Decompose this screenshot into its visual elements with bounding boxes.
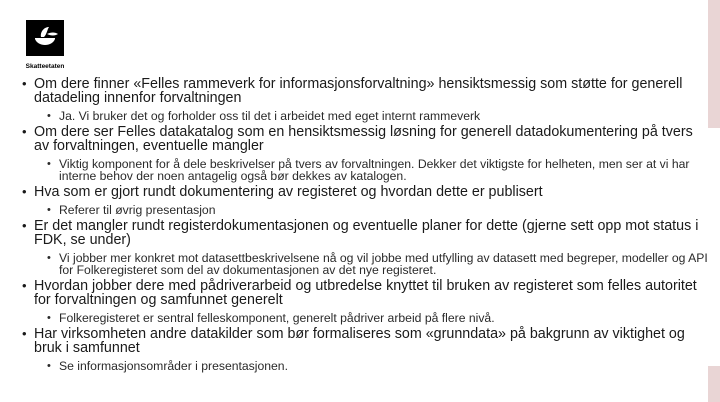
- bullet-list: [22, 77, 708, 375]
- decorative-side-bar-top: [708, 0, 720, 128]
- bullet-item: • Hva som er gjort rundt dokumentering av registeret og hvordan dette er publisert: [22, 185, 708, 199]
- sub-bullet-item: • Se informasjonsområder i presentasjonen.: [47, 360, 708, 372]
- bullet-item: • Om dere finner «Felles rammeverk for informasjonsforvaltning» hensiktsmessig som støtte for generell datadeling innenfor forvaltningen: [22, 77, 708, 105]
- bullet-item: • Om dere ser Felles datakatalog som en hensiktsmessig løsning for generell datadokumentering på tvers av forvaltningen, eventuelle mangler: [22, 125, 708, 153]
- bullet-item: • Hvordan jobber dere med pådriverarbeid og utbredelse knyttet til bruken av registeret som felles autoritet for forvaltningen og samfunnet generelt: [22, 279, 708, 307]
- organization-logo: [22, 20, 68, 70]
- sub-bullet-item: • Ja. Vi bruker det og forholder oss til det i arbeidet med eget internt rammeverk: [47, 110, 708, 122]
- sub-bullet-item: • Viktig komponent for å dele beskrivelser på tvers av forvaltningen. Dekker det viktigste for helheten, men ser at vi har interne behov der noen antagelig også bør dekkes av katalogen.: [47, 158, 708, 182]
- logo-label: Skatteetaten: [25, 63, 65, 70]
- sub-bullet-item: • Referer til øvrig presentasjon: [47, 204, 708, 216]
- bullet-item: • Er det mangler rundt registerdokumentasjonen og eventuelle planer for dette (gjerne sett opp mot status i FDK, se under): [22, 219, 708, 247]
- skatteetaten-logo-icon: [26, 20, 64, 56]
- decorative-side-bar-bottom: [708, 366, 720, 402]
- bullet-item: • Har virksomheten andre datakilder som bør formaliseres som «grunndata» på bakgrunn av viktighet og bruk i samfunnet: [22, 327, 708, 355]
- sub-bullet-item: • Vi jobber mer konkret mot datasettbeskrivelsene nå og vil jobbe med utfylling av datasett med begreper, modeller og API for Folkeregisteret som del av dokumentasjonen av det nye registeret.: [47, 252, 708, 276]
- sub-bullet-item: • Folkeregisteret er sentral felleskomponent, generelt pådriver arbeid på flere nivå.: [47, 312, 708, 324]
